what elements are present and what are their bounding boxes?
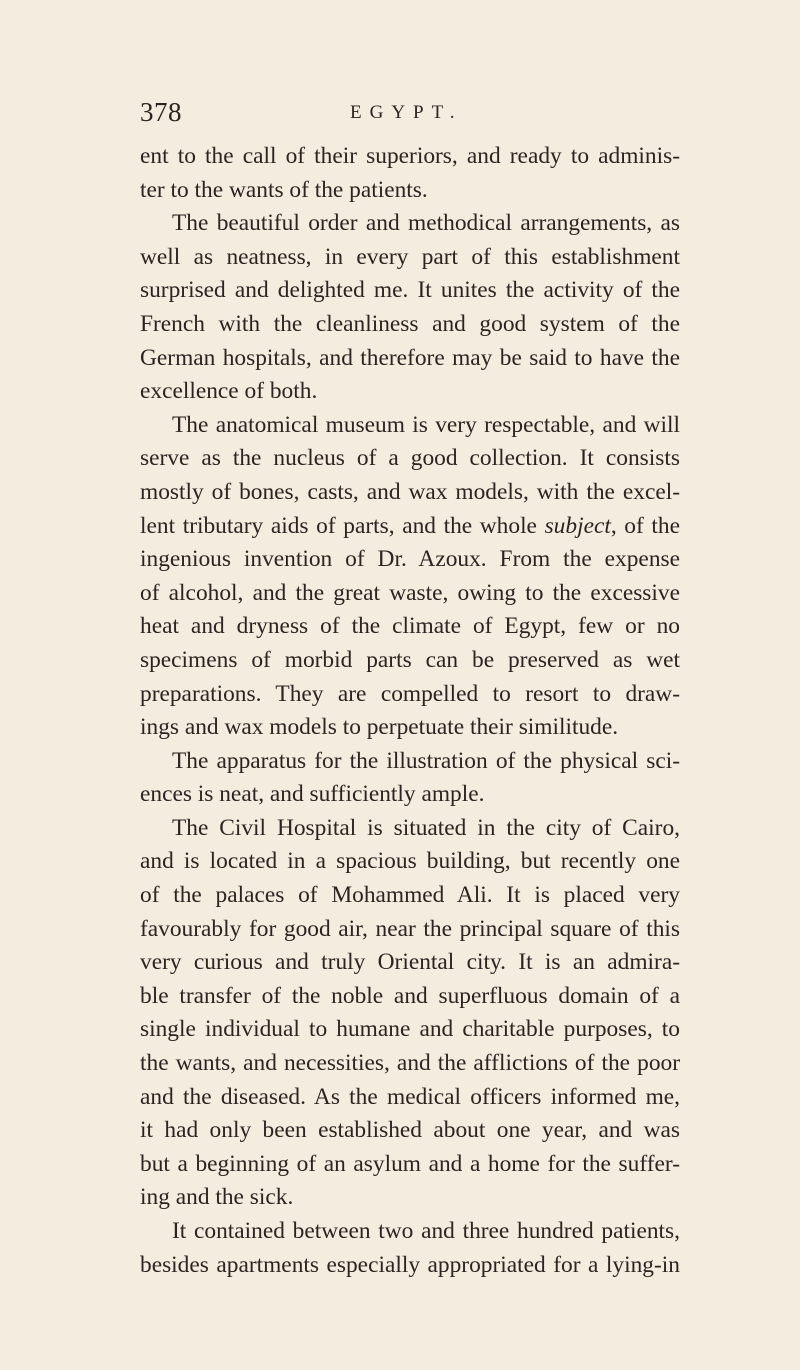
text-line: it had only been established about one year, and was: [140, 1117, 680, 1144]
text-segment: lent tributary aids of parts, and the whole: [140, 512, 537, 539]
text-line: but a beginning of an asylum and a home for the suffer-: [140, 1150, 680, 1177]
text-line: French with the cleanliness and good system of the: [140, 310, 680, 337]
text-line: heat and dryness of the climate of Egypt, few or no: [140, 613, 680, 640]
text-line: The beautiful order and methodical arrangements, as: [172, 210, 680, 237]
text-line: surprised and delighted me. It unites the activity of the: [140, 277, 680, 304]
text-line: excellence of both.: [140, 378, 318, 405]
text-line: ing and the sick.: [140, 1184, 294, 1211]
page-number: 378: [140, 97, 182, 127]
text-line: ble transfer of the noble and superfluous domain of a: [140, 982, 680, 1009]
italic-word: subject: [544, 512, 611, 539]
text-line: The apparatus for the illustration of the physical sci-: [172, 747, 680, 774]
text-segment: , of the: [610, 512, 680, 539]
text-line: the wants, and necessities, and the afflictions of the poor: [140, 1050, 680, 1077]
text-line: specimens of morbid parts can be preserved as wet: [140, 646, 680, 673]
text-line: The Civil Hospital is situated in the city of Cairo,: [172, 814, 680, 841]
page-header: [140, 97, 680, 137]
body-text: [140, 140, 680, 1282]
running-head: EGYPT.: [350, 102, 463, 123]
text-line: serve as the nucleus of a good collection. It consists: [140, 445, 680, 472]
text-line: of alcohol, and the great waste, owing to the excessive: [140, 579, 680, 606]
text-line: It contained between two and three hundred patients,: [172, 1218, 680, 1244]
text-line: German hospitals, and therefore may be said to have the: [140, 344, 680, 371]
text-line: favourably for good air, near the principal square of this: [140, 915, 680, 942]
text-line: well as neatness, in every part of this establishment: [140, 243, 680, 270]
text-line: ent to the call of their superiors, and ready to adminis-: [140, 143, 680, 169]
text-line: The anatomical museum is very respectable, and will: [172, 411, 680, 438]
text-line: ter to the wants of the patients.: [140, 176, 428, 203]
text-line: and the diseased. As the medical officers informed me,: [140, 1083, 680, 1110]
text-line: of the palaces of Mohammed Ali. It is placed very: [140, 882, 680, 909]
text-line: ingenious invention of Dr. Azoux. From the expense: [140, 546, 680, 573]
text-line: preparations. They are compelled to resort to draw-: [140, 680, 680, 707]
text-line: mostly of bones, casts, and wax models, with the excel-: [140, 478, 680, 505]
text-line: ings and wax models to perpetuate their similitude.: [140, 714, 619, 741]
text-line: single individual to humane and charitable purposes, to: [140, 1016, 680, 1043]
text-line: ences is neat, and sufficiently ample.: [140, 781, 485, 808]
text-line: besides apartments especially appropriated for a lying-in: [140, 1251, 680, 1278]
text-line-with-italic: [140, 510, 680, 544]
text-line: and is located in a spacious building, but recently one: [140, 848, 680, 875]
text-line: very curious and truly Oriental city. It is an admira-: [140, 949, 680, 976]
